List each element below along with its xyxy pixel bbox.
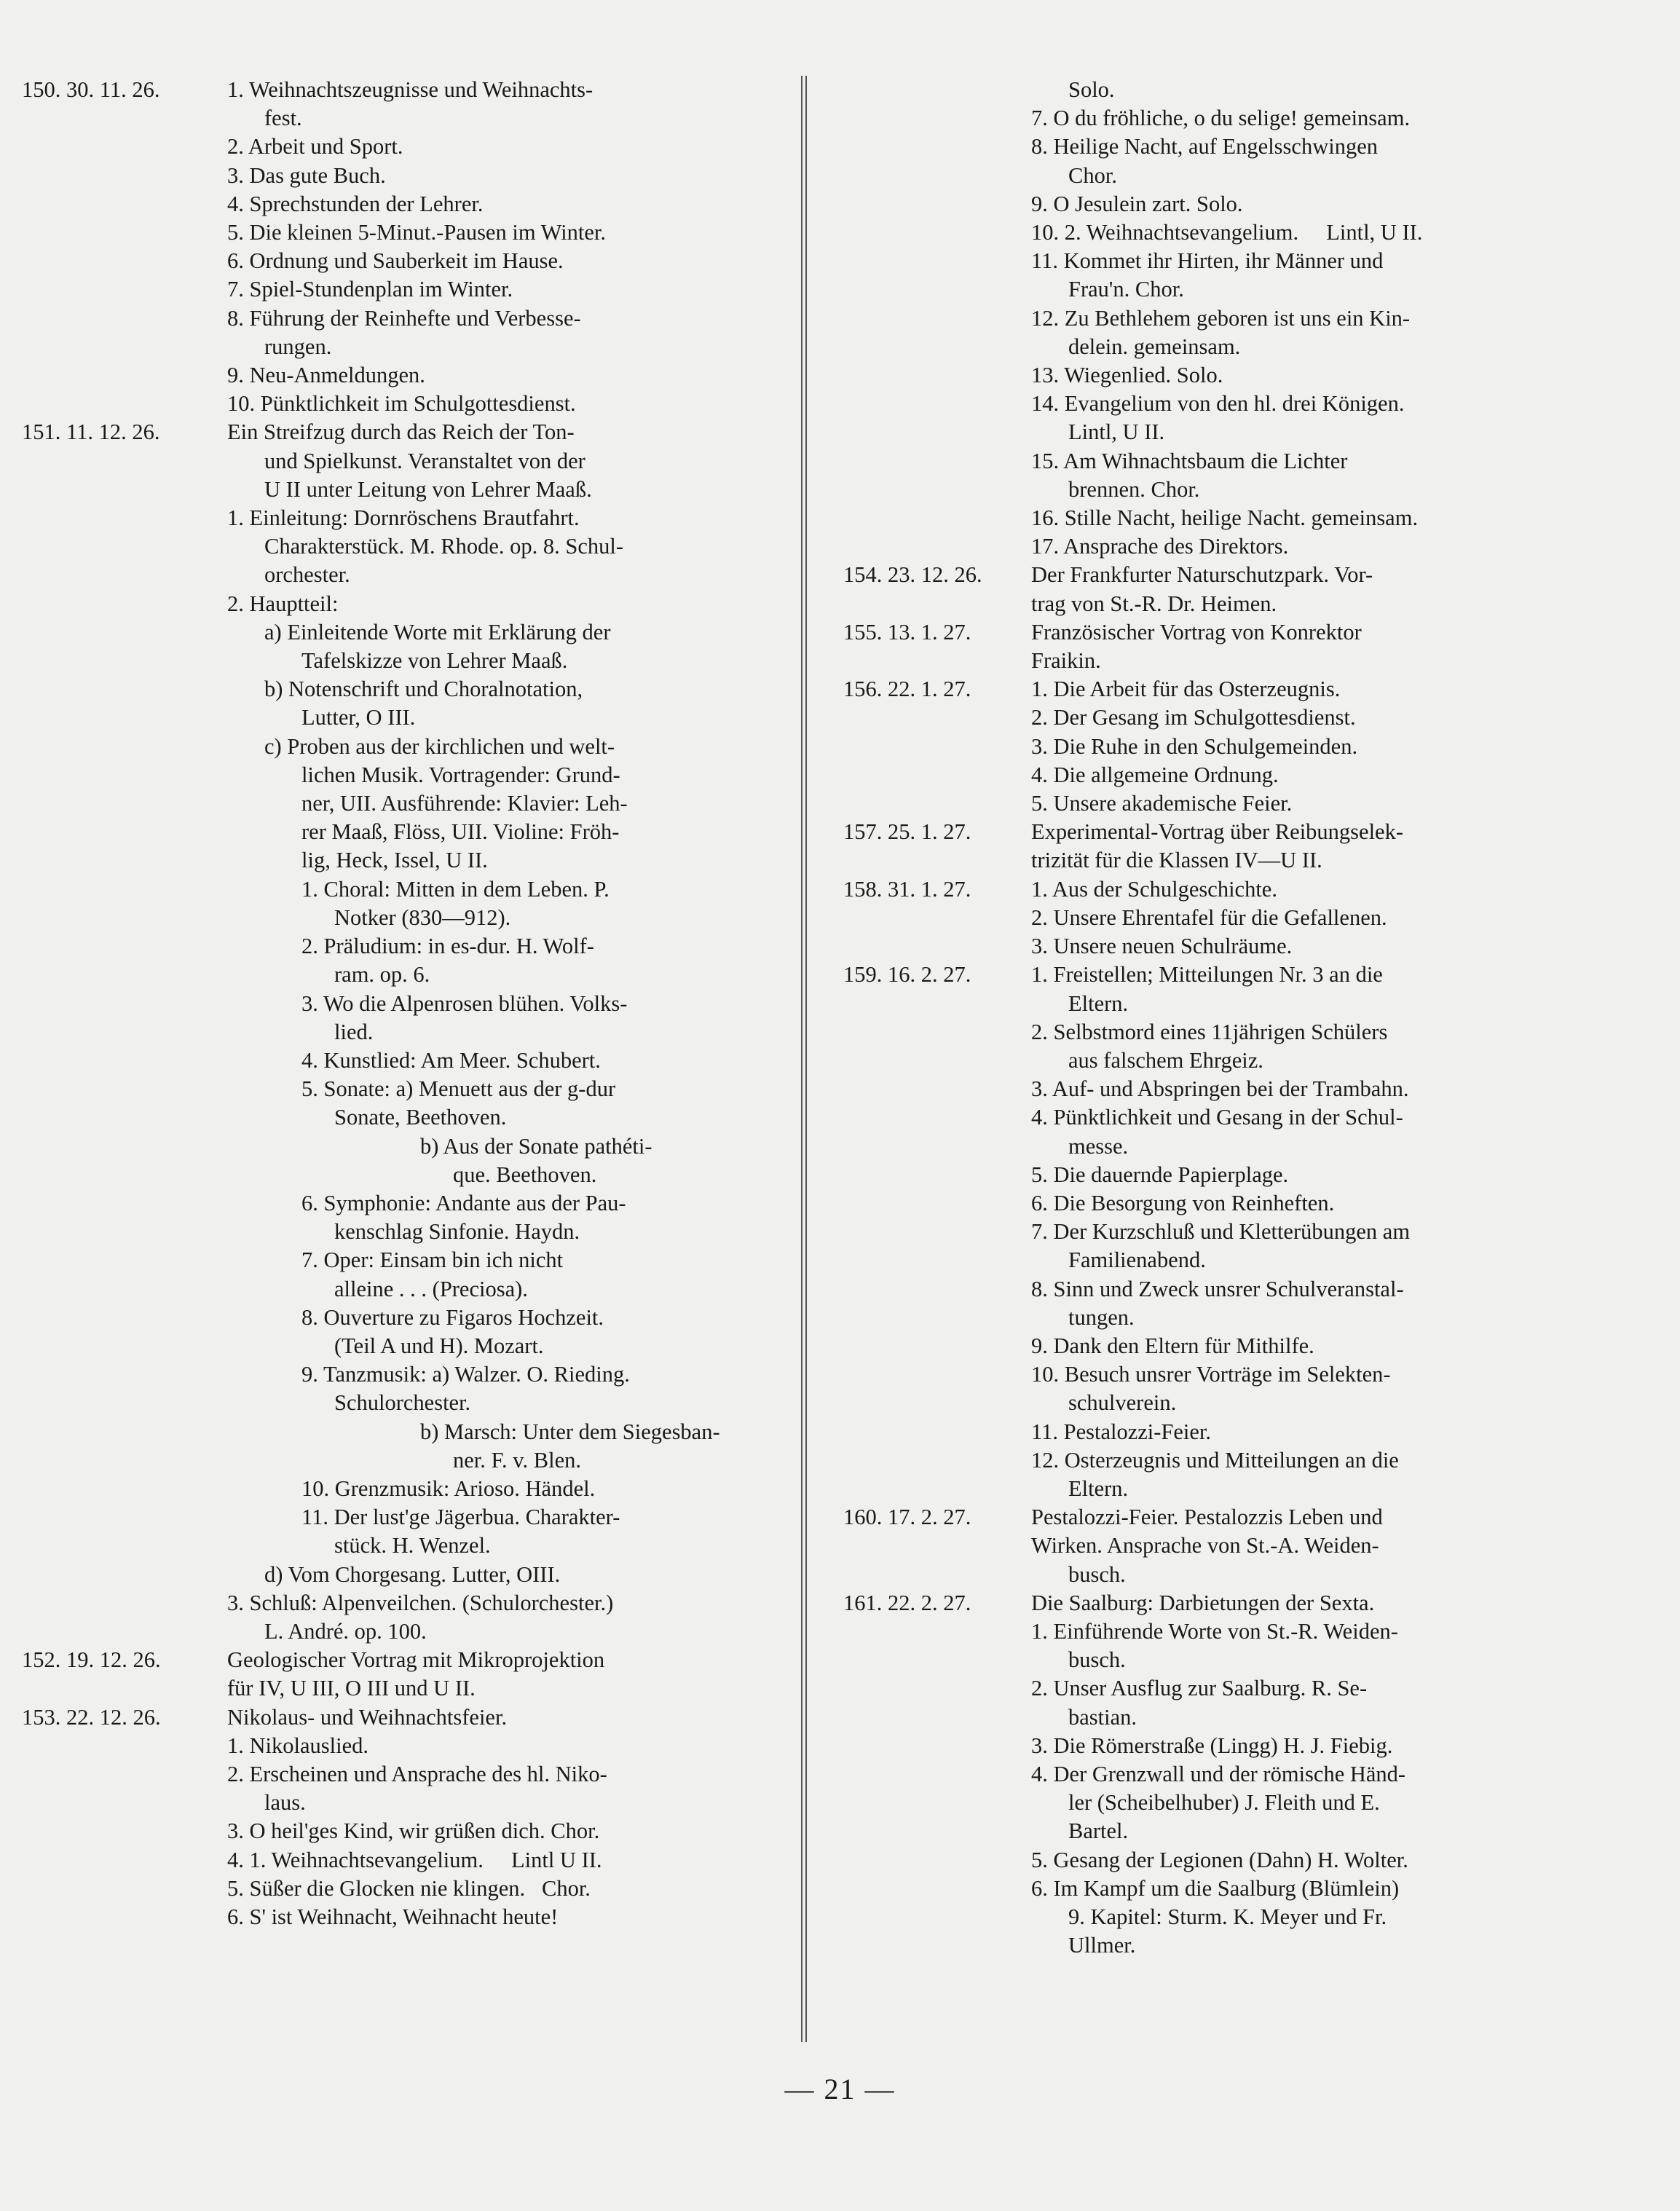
text-line: a) Einleitende Worte mit Erklärung der <box>264 619 611 645</box>
page-number: — 21 — <box>784 2073 896 2105</box>
text-line: Chor. <box>1068 162 1117 188</box>
text-line: b) Aus der Sonate pathéti- <box>420 1133 652 1159</box>
text-line: Der Frankfurter Naturschutzpark. Vor- <box>1031 562 1373 588</box>
text-line: alleine . . . (Preciosa). <box>334 1276 528 1301</box>
text-line: 5. Unsere akademische Feier. <box>1031 791 1293 816</box>
text-line: 3. Unsere neuen Schulräume. <box>1031 934 1293 959</box>
text-line: Solo. <box>1068 77 1115 102</box>
entry-date: 158. 31. 1. 27. <box>843 876 971 902</box>
text-line: L. André. op. 100. <box>264 1618 427 1644</box>
text-line: 5. Süßer die Glocken nie klingen. Chor. <box>227 1875 591 1901</box>
text-line: ner. F. v. Blen. <box>453 1447 582 1473</box>
text-line: bastian. <box>1068 1704 1137 1730</box>
text-line: 7. O du fröhliche, o du selige! gemeinsam. <box>1031 106 1411 131</box>
entry-date: 154. 23. 12. 26. <box>843 562 982 588</box>
text-line: rungen. <box>264 334 332 359</box>
text-line: 7. Spiel-Stundenplan im Winter. <box>227 277 513 302</box>
entry-date: 159. 16. 2. 27. <box>843 962 971 988</box>
text-line: rer Maaß, Flöss, UII. Violine: Fröh- <box>301 819 620 845</box>
text-line: 16. Stille Nacht, heilige Nacht. gemeinsam. <box>1031 505 1419 531</box>
text-line: 17. Ansprache des Direktors. <box>1031 534 1289 559</box>
text-line: 1. Einführende Worte von St.-R. Weiden- <box>1031 1618 1398 1644</box>
text-line: 1. Choral: Mitten in dem Leben. P. <box>301 876 610 902</box>
text-line: trizität für die Klassen IV—U II. <box>1031 848 1322 873</box>
text-line: Frau'n. Chor. <box>1068 277 1184 302</box>
entry <box>22 418 790 1646</box>
text-line: 3. Auf- und Abspringen bei der Trambahn. <box>1031 1076 1409 1102</box>
text-line: Ein Streifzug durch das Reich der Ton- <box>227 419 575 445</box>
text-line: 1. Aus der Schulgeschichte. <box>1031 876 1277 902</box>
text-line: Tafelskizze von Lehrer Maaß. <box>301 648 568 674</box>
text-line: 1. Weihnachtszeugnisse und Weihnachts- <box>227 77 593 102</box>
text-line: 2. Arbeit und Sport. <box>227 134 403 159</box>
entry <box>843 675 1588 818</box>
text-line: Sonate, Beethoven. <box>334 1105 507 1130</box>
text-line: 4. Kunstlied: Am Meer. Schubert. <box>301 1047 601 1073</box>
text-line: 2. Der Gesang im Schulgottesdienst. <box>1031 705 1356 730</box>
text-line: d) Vom Chorgesang. Lutter, OIII. <box>264 1561 561 1587</box>
entry-date: 156. 22. 1. 27. <box>843 677 971 702</box>
text-line: Eltern. <box>1068 990 1129 1016</box>
text-line: 10. Grenzmusik: Arioso. Händel. <box>301 1475 596 1501</box>
text-line: lied. <box>334 1019 374 1044</box>
text-line: busch. <box>1068 1647 1126 1673</box>
text-line: 6. S' ist Weihnacht, Weihnacht heute! <box>227 1904 559 1929</box>
text-line: Lutter, O III. <box>301 705 416 730</box>
entry <box>22 1646 790 1703</box>
text-line: Familienabend. <box>1068 1248 1206 1273</box>
text-line: Bartel. <box>1068 1818 1129 1844</box>
text-line: 14. Evangelium von den hl. drei Königen. <box>1031 391 1405 417</box>
text-line: 3. O heil'ges Kind, wir grüßen dich. Chor. <box>227 1818 600 1844</box>
entry-date: 153. 22. 12. 26. <box>22 1704 161 1730</box>
text-line: Charakterstück. M. Rhode. op. 8. Schul- <box>264 534 624 559</box>
entry-date: 157. 25. 1. 27. <box>843 819 971 845</box>
text-line: Wirken. Ansprache von St.-A. Weiden- <box>1031 1533 1379 1558</box>
text-line: schulverein. <box>1068 1390 1177 1416</box>
text-line: lichen Musik. Vortragender: Grund- <box>301 762 620 787</box>
text-line: 2. Unsere Ehrentafel für die Gefallenen. <box>1031 904 1387 930</box>
text-line: 5. Die dauernde Papierplage. <box>1031 1162 1289 1187</box>
text-line: 3. Das gute Buch. <box>227 162 386 188</box>
text-line: 1. Die Arbeit für das Osterzeugnis. <box>1031 677 1341 702</box>
entry-date: 152. 19. 12. 26. <box>22 1647 161 1673</box>
entry <box>843 818 1588 875</box>
text-line: orchester. <box>264 562 350 588</box>
text-line: 2. Erscheinen und Ansprache des hl. Niko- <box>227 1761 607 1786</box>
entry <box>22 76 790 418</box>
text-line: und Spielkunst. Veranstaltet von der <box>264 448 585 473</box>
right-column <box>843 76 1588 1960</box>
text-line: 11. Pestalozzi-Feier. <box>1031 1419 1212 1444</box>
entry-date: 155. 13. 1. 27. <box>843 619 971 645</box>
text-line: Ullmer. <box>1068 1933 1136 1958</box>
text-line: lig, Heck, Issel, U II. <box>301 848 488 873</box>
text-line: 9. Tanzmusik: a) Walzer. O. Rieding. <box>301 1362 630 1387</box>
text-line: busch. <box>1068 1561 1126 1587</box>
entry-date: 150. 30. 11. 26. <box>22 77 160 102</box>
text-line: b) Notenschrift und Choralnotation, <box>264 677 583 702</box>
entry-date: 160. 17. 2. 27. <box>843 1505 971 1530</box>
text-line: für IV, U III, O III und U II. <box>227 1676 476 1701</box>
text-line: 9. Kapitel: Sturm. K. Meyer und Fr. <box>1068 1904 1387 1929</box>
text-line: Die Saalburg: Darbietungen der Sexta. <box>1031 1590 1375 1615</box>
text-line: Eltern. <box>1068 1475 1129 1501</box>
text-line: 9. Neu-Anmeldungen. <box>227 363 425 388</box>
entry <box>843 1503 1588 1589</box>
text-line: 3. Die Römerstraße (Lingg) H. J. Fiebig. <box>1031 1733 1393 1758</box>
text-line: 9. O Jesulein zart. Solo. <box>1031 191 1243 216</box>
text-line: 9. Dank den Eltern für Mithilfe. <box>1031 1333 1314 1358</box>
text-line: (Teil A und H). Mozart. <box>334 1333 544 1358</box>
text-line: 10. Besuch unsrer Vorträge im Selekten- <box>1031 1362 1391 1387</box>
text-line: 8. Heilige Nacht, auf Engelsschwingen <box>1031 134 1378 159</box>
text-line: stück. H. Wenzel. <box>334 1533 491 1558</box>
text-line: 4. Pünktlichkeit und Gesang in der Schul- <box>1031 1105 1403 1130</box>
text-line: messe. <box>1068 1133 1129 1159</box>
text-line: 3. Die Ruhe in den Schulgemeinden. <box>1031 733 1358 759</box>
text-line: 5. Gesang der Legionen (Dahn) H. Wolter. <box>1031 1847 1408 1872</box>
text-line: 2. Hauptteil: <box>227 591 339 616</box>
text-line: c) Proben aus der kirchlichen und welt- <box>264 733 615 759</box>
text-line: 4. Der Grenzwall und der römische Händ- <box>1031 1761 1406 1786</box>
text-line: 3. Schluß: Alpenveilchen. (Schulorchester.) <box>227 1590 614 1615</box>
text-line: 3. Wo die Alpenrosen blühen. Volks- <box>301 990 628 1016</box>
text-line: 11. Kommet ihr Hirten, ihr Männer und <box>1031 248 1384 274</box>
text-line: 1. Nikolauslied. <box>227 1733 368 1758</box>
text-line: trag von St.-R. Dr. Heimen. <box>1031 591 1277 616</box>
text-line: ner, UII. Ausführende: Klavier: Leh- <box>301 791 628 816</box>
text-line: laus. <box>264 1790 306 1816</box>
text-line: ler (Scheibelhuber) J. Fleith und E. <box>1068 1790 1380 1816</box>
entry <box>843 875 1588 961</box>
text-line: 8. Führung der Reinhefte und Verbesse- <box>227 305 581 331</box>
text-line: kenschlag Sinfonie. Haydn. <box>334 1219 580 1245</box>
text-line: brennen. Chor. <box>1068 476 1200 502</box>
text-line: 8. Ouverture zu Figaros Hochzeit. <box>301 1304 604 1330</box>
text-line: Pestalozzi-Feier. Pestalozzis Leben und <box>1031 1505 1383 1530</box>
text-line: 13. Wiegenlied. Solo. <box>1031 363 1223 388</box>
text-line: 6. Im Kampf um die Saalburg (Blümlein) <box>1031 1875 1400 1901</box>
text-line: U II unter Leitung von Lehrer Maaß. <box>264 476 592 502</box>
text-line: 6. Ordnung und Sauberkeit im Hause. <box>227 248 564 274</box>
text-line: Schulorchester. <box>334 1390 471 1416</box>
text-line: 4. Sprechstunden der Lehrer. <box>227 191 484 216</box>
entry <box>843 561 1588 618</box>
text-line: 12. Osterzeugnis und Mitteilungen an die <box>1031 1447 1399 1473</box>
text-line: 5. Die kleinen 5-Minut.-Pausen im Winter. <box>227 220 607 245</box>
text-line: ram. op. 6. <box>334 962 430 988</box>
text-line: que. Beethoven. <box>453 1162 597 1187</box>
text-line: 7. Der Kurzschluß und Kletterübungen am <box>1031 1219 1411 1245</box>
text-line: 6. Die Besorgung von Reinheften. <box>1031 1190 1335 1215</box>
text-line: 11. Der lust'ge Jägerbua. Charakter- <box>301 1505 620 1530</box>
entry-date: 151. 11. 12. 26. <box>22 419 160 445</box>
text-line: fest. <box>264 106 302 131</box>
entry <box>843 618 1588 675</box>
text-line: b) Marsch: Unter dem Siegesban- <box>420 1419 720 1444</box>
text-line: Notker (830—912). <box>334 904 511 930</box>
text-line: 5. Sonate: a) Menuett aus der g-dur <box>301 1076 616 1102</box>
entry <box>843 1589 1588 1960</box>
text-line: 2. Selbstmord eines 11jährigen Schülers <box>1031 1019 1388 1044</box>
text-line: delein. gemeinsam. <box>1068 334 1241 359</box>
entry-date: 161. 22. 2. 27. <box>843 1590 971 1615</box>
left-column <box>22 76 790 1931</box>
text-line: tungen. <box>1068 1304 1135 1330</box>
text-line: Fraikin. <box>1031 648 1101 674</box>
text-line: 7. Oper: Einsam bin ich nicht <box>301 1248 564 1273</box>
column-rule-left <box>801 76 802 2042</box>
entry <box>843 961 1588 1503</box>
text-line: Nikolaus- und Weihnachtsfeier. <box>227 1704 508 1730</box>
column-rule-right <box>805 76 807 2042</box>
text-line: 10. 2. Weihnachtsevangelium. Lintl, U II. <box>1031 220 1423 245</box>
text-line: 4. 1. Weihnachtsevangelium. Lintl U II. <box>227 1847 602 1872</box>
text-line: 10. Pünktlichkeit im Schulgottesdienst. <box>227 391 576 417</box>
text-line: 2. Unser Ausflug zur Saalburg. R. Se- <box>1031 1676 1368 1701</box>
text-line: Experimental-Vortrag über Reibungselek- <box>1031 819 1403 845</box>
text-line: 6. Symphonie: Andante aus der Pau- <box>301 1190 626 1215</box>
text-line: aus falschem Ehrgeiz. <box>1068 1047 1263 1073</box>
text-line: 4. Die allgemeine Ordnung. <box>1031 762 1279 787</box>
text-line: 1. Einleitung: Dornröschens Brautfahrt. <box>227 505 580 531</box>
entry <box>22 1703 790 1932</box>
text-line: Französischer Vortrag von Konrektor <box>1031 619 1362 645</box>
text-line: 2. Präludium: in es-dur. H. Wolf- <box>301 934 594 959</box>
entry <box>843 76 1588 561</box>
text-line: Geologischer Vortrag mit Mikroprojektion <box>227 1647 605 1673</box>
text-line: 12. Zu Bethlehem geboren ist uns ein Kin- <box>1031 305 1411 331</box>
text-line: Lintl, U II. <box>1068 419 1165 445</box>
text-line: 1. Freistellen; Mitteilungen Nr. 3 an die <box>1031 962 1383 988</box>
text-line: 8. Sinn und Zweck unsrer Schulveranstal- <box>1031 1276 1404 1301</box>
text-line: 15. Am Wihnachtsbaum die Lichter <box>1031 448 1348 473</box>
